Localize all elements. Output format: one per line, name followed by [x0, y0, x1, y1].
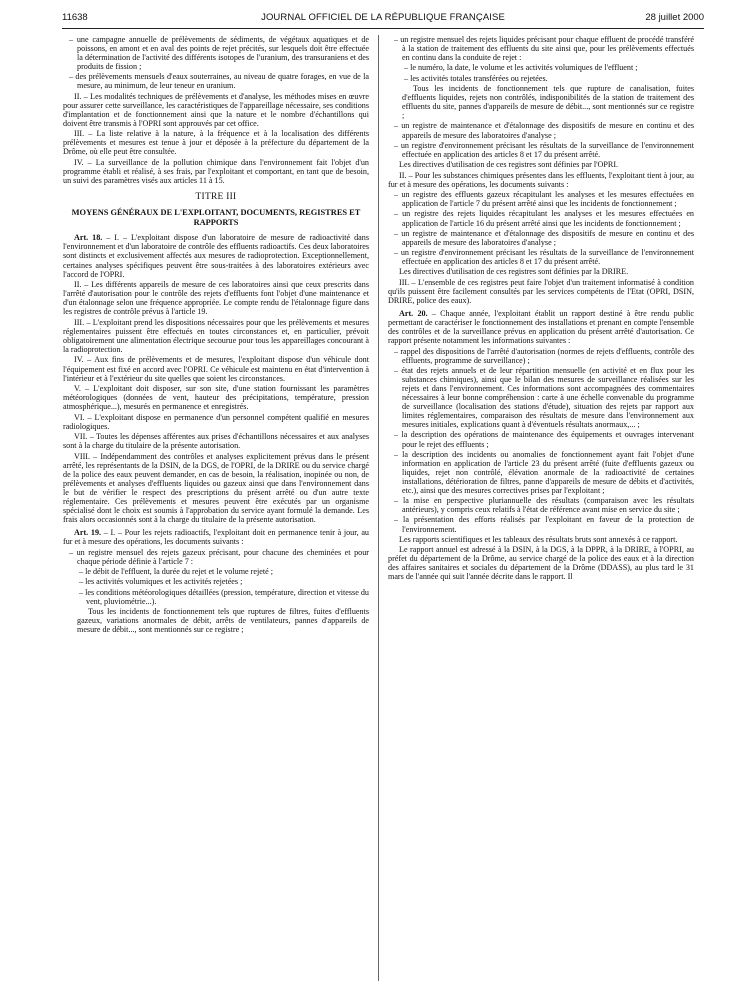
sub-list-item: – le numéro, la date, le volume et les activités volumiques de l'effluent ; — [404, 63, 638, 73]
paragraph: Tous les incidents de fonctionnement tels que ruptures de filtres, fuites d'effluents gazeux, variations anormales de débit, arrêts de ventilateurs, pannes d'appareils de mesure de débit..., sont mentionnés sur ce registre ; — [77, 606, 369, 635]
list-item: – la description des incidents ou anomalies de fonctionnement ayant fait l'objet d'une information en application de l'article 23 du présent arrêté (fuite d'effluents gazeux ou liquides, rejet non contrôlé, élévation anormale de la radioactivité de certaines installations, détérioration de filtres, panne d'appareils de mesure de débits et d'activités, etc.), ainsi que des mesures correctives prises par l'exploitant ; — [394, 449, 694, 495]
list-item: – un registre mensuel des rejets liquides précisant pour chaque effluent de procédé transféré à la station de traitement des effluents du site ainsi que, pour les prélèvements effectués en continu dans la conduite de rejet : — [394, 35, 694, 63]
paragraph: IV. – Aux fins de prélèvements et de mesures, l'exploitant dispose d'un véhicule dont l'équipement est fixé en accord avec l'OPRI. Ce véhicule est maintenu en état d'intervention à l'intérieur et à l'extérieur du site quelles que soient les circonstances. — [63, 355, 369, 383]
paragraph: Les directives d'utilisation de ces registres sont définies par l'OPRI. — [399, 160, 619, 170]
paragraph: VI. – L'exploitant dispose en permanence d'un personnel compétent qualifié en mesures radiologiques. — [63, 412, 369, 431]
list-item: – un registre d'environnement précisant les résultats de la surveillance de l'environnement effectuée en application des articles 8 et 17 du présent arrêté. — [394, 140, 694, 159]
list-item: – un registre des effluents gazeux récapitulant les analyses et les mesures effectuées en application de l'article 7 du présent arrêté ainsi que les incidents de fonctionnement ; — [394, 190, 694, 209]
sub-list-item: – les conditions météorologiques détaillées (pression, température, direction et vitesse du vent, pluviométrie...). — [79, 587, 369, 606]
list-item: – une campagne annuelle de prélèvements de sédiments, de végétaux aquatiques et de poissons, en amont et en aval des points de rejet précités, sur lesquels doit être effectuée la détermination de l'activité des différents isotopes de l'uranium, des transuraniens et des produits de fission ; — [69, 35, 369, 72]
article-20-text: – Chaque année, l'exploitant établit un rapport destiné à être rendu public permettant de caractériser le fonctionnement des installations et prenant en compte l'ensemble des contrôles et de la surveillance prévus en application du présent arrêté d'autorisation. Ce rapport présente notamment les informations suivantes : — [388, 309, 694, 346]
article-19-paragraph — [63, 528, 369, 546]
paragraph: II. – Les modalités techniques de prélèvements et d'analyse, les méthodes mises en œuvre pour assurer cette surveillance, les caractéristiques de l'appareillage nécessaire, ses conditions d'implantation et de fonctionnement ainsi que la nature et le nombre d'échantillons qui doivent être transmis à l'OPRI sont approuvés par cet office. — [63, 91, 369, 128]
article-19-text: – I. – Pour les rejets radioactifs, l'exploitant doit en permanence tenir à jour, au fur et à mesure des opérations, les documents suivants : — [63, 528, 369, 547]
list-item: – la mise en perspective pluriannuelle des résultats (comparaison avec les résultats antérieurs), y compris ceux relatifs à l'état de référence avant mise en service du site ; — [394, 496, 694, 515]
paragraph: Les directives d'utilisation de ces registres sont définies par la DRIRE. — [399, 267, 629, 277]
paragraph: II. – Pour les substances chimiques présentes dans les effluents, l'exploitant tient à jour, au fur et à mesure des opérations, les documents suivants : — [388, 170, 694, 189]
list-item: – un registre des rejets liquides récapitulant les analyses et les mesures effectuées en application de l'article 16 du présent arrêté ainsi que les incidents de fonctionnement ; — [394, 209, 694, 228]
column-divider — [378, 35, 379, 981]
sub-list-item: – les activités totales transférées ou rejetées. — [404, 73, 548, 83]
list-item: – un registre d'environnement précisant les résultats de la surveillance de l'environnement effectuée en application des articles 8 et 17 du présent arrêté. — [394, 248, 694, 267]
list-item: – un registre mensuel des rejets gazeux précisant, pour chacune des cheminées et pour chaque période définie à l'article 7 : — [69, 547, 369, 566]
left-column — [63, 35, 369, 985]
paragraph: III. – L'exploitant prend les dispositions nécessaires pour que les prélèvements et mesures réglementaires puissent être effectués en toutes circonstances et, en particulier, prévoit obligatoirement une alimentation électrique secourue pour tous les appareillages concourant à la radioprotection. — [63, 317, 369, 354]
article-18-text: – I. – L'exploitant dispose d'un laboratoire de mesure de radioactivité dans l'environnement et d'un laboratoire de contrôle des effluents radioactifs. Ces deux laboratoires sont distincts et exclusivement affectés aux mesures de radioprotection. Exceptionnellement, certaines analyses spécifiques peuvent être sous-traitées à des laboratoires extérieurs avec l'accord de l'OPRI. — [63, 233, 369, 279]
publication-date: 28 juillet 2000 — [645, 12, 704, 23]
article-19-label: Art. 19. — [74, 528, 102, 538]
page-number: 11638 — [62, 12, 88, 23]
sub-list-item: – les activités volumiques et les activités rejetées ; — [79, 577, 243, 587]
article-20-paragraph — [388, 309, 694, 345]
list-item: – la présentation des efforts réalisés par l'exploitant en faveur de la protection de l'environnement. — [394, 515, 694, 534]
section-subtitle: MOYENS GÉNÉRAUX DE L'EXPLOITANT, DOCUMENTS, REGISTRES ET RAPPORTS — [71, 208, 361, 227]
article-18-label: Art. 18. — [74, 233, 103, 243]
list-item: – un registre de maintenance et d'étalonnage des dispositifs de mesure en continu et des appareils de mesure des laboratoires d'analyse ; — [394, 121, 694, 140]
list-item: – rappel des dispositions de l'arrêté d'autorisation (normes de rejets d'effluents, contrôle des effluents, programme de surveillance) ; — [394, 346, 694, 365]
paragraph: III. – La liste relative à la nature, à la fréquence et à la localisation des différents prélèvements et mesures est tenue à jour et déposée à la préfecture du département de la Drôme, où elle peut être consultée. — [63, 129, 369, 157]
paragraph: Tous les incidents de fonctionnement tels que rupture de canalisation, fuites d'effluents liquides, rejets non contrôlés, indisponibilités de la station de traitement des effluents du site, pannes d'appareils de mesure de débit..., sont mentionnés sur ce registre ; — [402, 83, 694, 120]
journal-title: JOURNAL OFFICIEL DE LA RÉPUBLIQUE FRANÇAISE — [261, 12, 505, 23]
right-column — [388, 35, 694, 985]
paragraph: II. – Les différents appareils de mesure de ces laboratoires ainsi que ceux prescrits dans l'arrêté d'autorisation pour le contrôle des rejets d'effluents font l'objet d'une maintenance et d'un étalonnage selon une fréquence appropriée. Le compte rendu de l'étalonnage figure dans les registres de contrôle prévus à l'article 19. — [63, 280, 369, 317]
page-header — [62, 12, 704, 29]
paragraph: IV. – La surveillance de la pollution chimique dans l'environnement fait l'objet d'un programme établi et réalisé, à ses frais, par l'exploitant et comportant, en tant que de besoin, un suivi des paramètres visés aux articles 11 à 15. — [63, 157, 369, 186]
paragraph: III. – L'ensemble de ces registres peut faire l'objet d'un traitement informatisé à condition qu'ils puissent être facilement consultés par les services compétents de l'Etat (OPRI, DSIN, DRIRE, police des eaux). — [388, 277, 694, 305]
sub-list-item: – le débit de l'effluent, la durée du rejet et le volume rejeté ; — [79, 567, 273, 577]
paragraph: V. – L'exploitant doit disposer, sur son site, d'une station fournissant les paramètres météorologiques (données de vent, hauteur des précipitations, température, pression atmosphérique...), mesurés en permanence et enregistrés. — [63, 384, 369, 412]
paragraph: VII. – Toutes les dépenses afférentes aux prises d'échantillons nécessaires et aux analyses sont à la charge du titulaire de la présente autorisation. — [63, 432, 369, 451]
paragraph: Les rapports scientifiques et les tableaux des résultats bruts sont annexés à ce rapport. — [399, 534, 678, 544]
paragraph: VIII. – Indépendamment des contrôles et analyses explicitement prévus dans le présent arrêté, les représentants de la DSIN, de la DGS, de l'OPRI, de la DRIRE ou du service chargé de la police des eaux peuvent demander, en cas de besoin, la réalisation, inopinée ou non, de prélèvements et analyses d'effluents liquides ou gazeux ainsi que dans l'environnement dans le but de vérifier le respect des prescriptions du présent arrêté ou d'un autre texte réglementaire. Ces prélèvements et mesures peuvent être exécutés par un organisme spécialisé dont le choix est soumis à l'approbation du service ayant formulé la demande. Les frais alors occasionnés sont à la charge du titulaire de la présente autorisation. — [63, 451, 369, 525]
article-18-paragraph — [63, 233, 369, 278]
paragraph: Le rapport annuel est adressé à la DSIN, à la DGS, à la DPPR, à la DRIRE, à l'OPRI, au préfet du département de la Drôme, au service chargé de la police des eaux et à la direction des affaires sanitaires et sociales du département de la Drôme (DDASS), au plus tard le 31 mars de l'année qui suit l'année décrite dans le rapport. Il — [388, 545, 694, 582]
list-item: – des prélèvements mensuels d'eaux souterraines, au niveau de quatre forages, en vue de la mesure, au minimum, de leur teneur en uranium. — [69, 72, 369, 91]
list-item: – état des rejets annuels et de leur répartition mensuelle (en activité et en flux pour les substances chimiques), ainsi que le bilan des mesures de surveillance réalisées sur les rejets et dans l'environnement. Ces informations sont accompagnées des commentaires nécessaires à leur bonne compréhension : carte à une échelle convenable du programme de surveillance (localisation des stations d'étude), situation des rejets par rapport aux limites réglementaires, comparaison des résultats de mesure dans l'environnement aux mesures initiales, explications quant à d'éventuels résultats anormaux,... ; — [394, 365, 694, 430]
article-20-label: Art. 20. — [399, 309, 428, 318]
list-item: – la description des opérations de maintenance des équipements et ouvrages intervenant pour le rejet des effluents ; — [394, 430, 694, 449]
list-item: – un registre de maintenance et d'étalonnage des dispositifs de mesure en continu et des appareils de mesure des laboratoires d'analyse ; — [394, 228, 694, 247]
section-title: TITRE III — [195, 192, 237, 203]
